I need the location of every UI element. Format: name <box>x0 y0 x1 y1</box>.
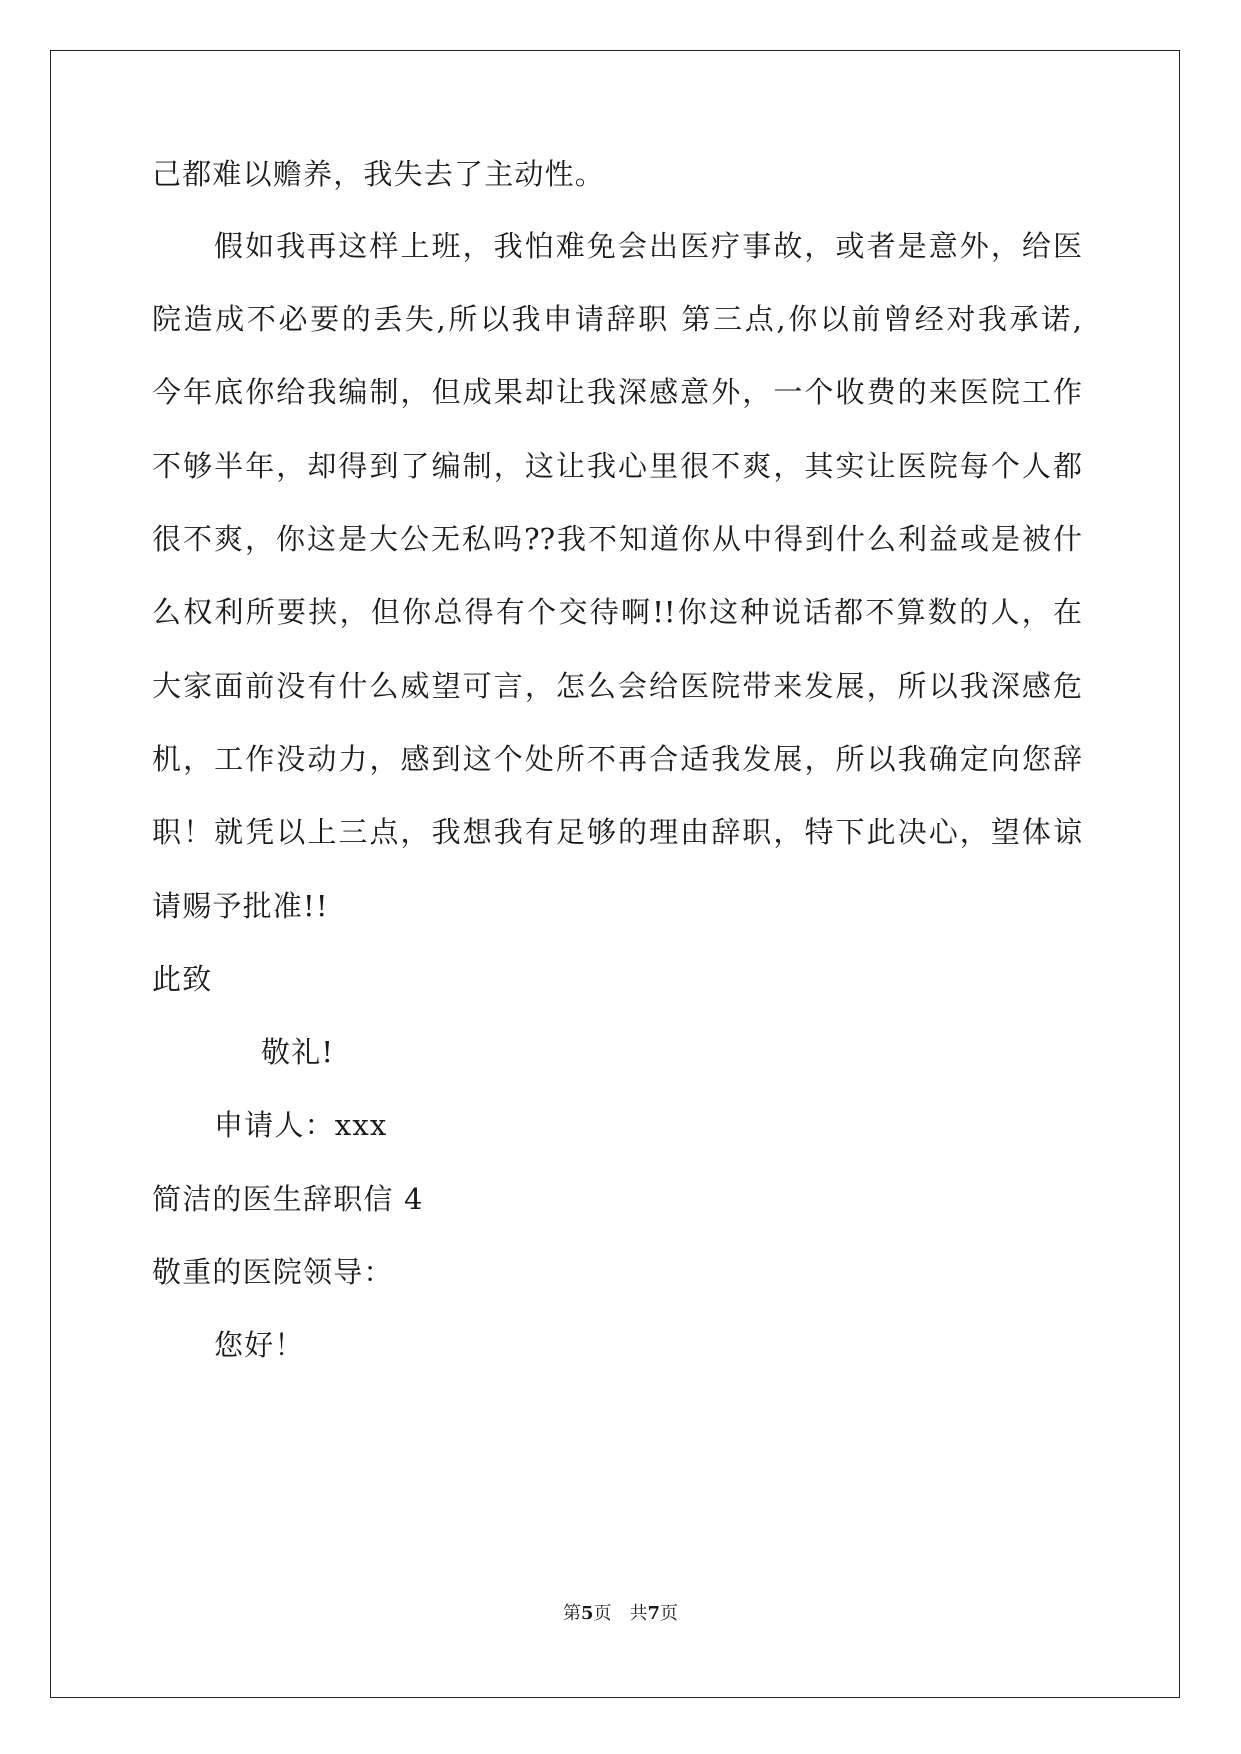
body-line-8: 大家面前没有什么威望可言，怎么会给医院带来发展，所以我深感危 <box>152 669 1082 703</box>
closing-regards: 敬礼! <box>261 1035 335 1069</box>
letter-salutation: 敬重的医院领导： <box>152 1255 394 1289</box>
body-line-3: 院造成不必要的丢失,所以我申请辞职 第三点,你以前曾经对我承诺, <box>152 302 1082 336</box>
body-line-5: 不够半年，却得到了编制，这让我心里很不爽，其实让医院每个人都 <box>152 449 1082 483</box>
body-line-7: 么权利所要挟，但你总得有个交待啊!!你这种说话都不算数的人，在 <box>152 595 1082 629</box>
footer-page-total: 7 <box>647 1603 661 1624</box>
footer-page-mid: 页 共 <box>593 1603 648 1624</box>
footer-page-suffix: 页 <box>660 1603 679 1624</box>
letter-greeting: 您好！ <box>214 1328 305 1362</box>
page-footer <box>0 1602 1241 1626</box>
section-title: 简洁的医生辞职信 4 <box>152 1182 424 1216</box>
page-border <box>50 50 1180 1698</box>
body-line-11: 请赐予批准!! <box>152 889 329 923</box>
closing-salutation: 此致 <box>152 962 213 996</box>
body-line-1: 己都难以赡养，我失去了主动性。 <box>152 157 606 191</box>
footer-page-prefix: 第 <box>562 1603 581 1624</box>
body-line-9: 机，工作没动力，感到这个处所不再合适我发展，所以我确定向您辞 <box>152 742 1082 776</box>
applicant-signature: 申请人：xxx <box>214 1108 388 1142</box>
body-line-2: 假如我再这样上班，我怕难免会出医疗事故，或者是意外，给医 <box>214 229 1082 263</box>
body-line-4: 今年底你给我编制，但成果却让我深感意外，一个收费的来医院工作 <box>152 375 1082 409</box>
body-line-6: 很不爽，你这是大公无私吗??我不知道你从中得到什么利益或是被什 <box>152 522 1082 556</box>
footer-page-current: 5 <box>580 1603 594 1624</box>
body-line-10: 职！就凭以上三点，我想我有足够的理由辞职，特下此决心，望体谅 <box>152 815 1082 849</box>
